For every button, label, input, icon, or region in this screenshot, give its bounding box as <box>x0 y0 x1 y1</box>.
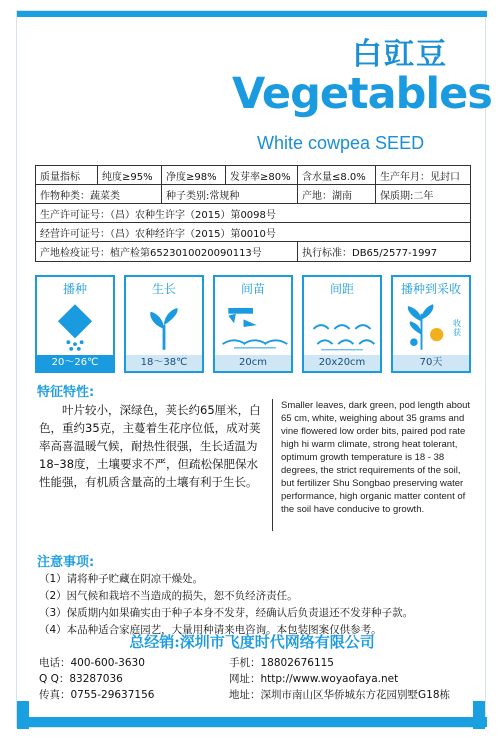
icon-footer: 20cm <box>215 355 291 371</box>
notice-item: （4）本品种适合家庭园艺，大量用种请来电咨询。本包装图案仅供参考。 <box>39 624 382 636</box>
icon-footer: 20～26℃ <box>37 355 113 371</box>
spec-row <box>36 204 470 223</box>
icon-box-growth <box>124 275 204 373</box>
spec-cell: 质量指标 <box>36 166 98 184</box>
spec-table <box>35 165 471 262</box>
qq-text: Q Q：83287036 <box>39 673 123 685</box>
spec-cell: 发芽率≥80% <box>226 166 298 184</box>
notice-item: （2）因气候和栽培不当造成的损失，恕不负经济责任。 <box>39 590 298 602</box>
seed-packet <box>16 10 492 728</box>
spec-row <box>36 223 470 242</box>
spec-cell: 含水量≤8.0% <box>298 166 376 184</box>
website-text: 网址：http://www.woyaofaya.net <box>229 673 399 685</box>
address-text: 地址：深圳市南山区华侨城东方花园别墅G18栋 <box>229 689 450 701</box>
spec-cell: 产地检疫证号：植产检第6523010020090113号 <box>36 242 298 261</box>
spec-cell: 经营许可证号：（昌）农种经许字（2015）第0010号 <box>40 228 276 240</box>
notice-title: 注意事项: <box>37 555 95 570</box>
spec-cell: 生产年月：见封口 <box>380 171 460 183</box>
title-chinese: 白豇豆 <box>352 37 448 72</box>
icon-box-harvest <box>391 275 471 373</box>
distributor-line: 总经销:深圳市飞度时代网络有限公司 <box>129 633 375 651</box>
spec-row <box>36 185 470 204</box>
mobile-text: 手机：18802676115 <box>229 657 334 669</box>
icon-label: 间距 <box>329 282 354 296</box>
spacing-icon <box>304 299 380 355</box>
icon-footer: 18～38℃ <box>126 355 202 371</box>
cultivation-icons <box>35 275 471 373</box>
icon-footer: 20x20cm <box>304 355 380 371</box>
fax-text: 传真：0755-29637156 <box>39 689 155 701</box>
spec-cell: 产地：湖南 <box>298 185 376 203</box>
sowing-icon <box>37 299 113 355</box>
icon-label: 间苗 <box>240 282 265 296</box>
title-english: Vegetables <box>232 69 492 119</box>
top-stripe <box>17 11 487 17</box>
spec-cell: 纯度≥95% <box>98 166 162 184</box>
features-title: 特征特性: <box>37 385 95 400</box>
sprout-icon <box>126 299 202 355</box>
spec-row <box>36 166 470 185</box>
spec-row <box>36 242 470 261</box>
spec-cell: 生产许可证号：（昌）农种生许字（2015）第0098号 <box>40 209 276 221</box>
icon-label: 播种 <box>62 282 87 296</box>
spec-cell: 种子类别:常规种 <box>162 185 298 203</box>
title-subtitle: White cowpea SEED <box>257 133 425 153</box>
notice-item: （3）保质期内如果确实由于种子本身不发芽，经确认后负责退还不发芽种子款。 <box>39 607 414 619</box>
icon-footer: 70天 <box>393 355 469 371</box>
icon-label: 播种到采收 <box>400 282 461 296</box>
spec-cell: 净度≥98% <box>162 166 226 184</box>
features-english: Smaller leaves, dark green, pod length about 65 cm, white, weighing about 35 grams and vine flowered low order bits, paired pod rate high hi warm climate, strong heat tolerant, optimum growth temperature is 18 - 38 degrees, the strict requirements of the soil, but fertilizer Shu Songbao preserving water performance, high organic matter content of the soil have conducive to growth. <box>272 399 472 531</box>
thinning-icon <box>215 299 291 355</box>
bottom-stripe <box>17 717 487 727</box>
icon-box-spacing <box>302 275 382 373</box>
harvest-side-label: 收获 <box>453 319 461 337</box>
icon-box-sowing <box>35 275 115 373</box>
notice-item: （1）请将种子贮藏在阴凉干燥处。 <box>39 573 204 585</box>
phone-text: 电话：400-600-3630 <box>39 657 145 669</box>
contact-info <box>39 655 479 703</box>
spec-cell: 作物种类：蔬菜类 <box>36 185 162 203</box>
spec-cell: 保质期:二年 <box>380 190 434 202</box>
icon-box-thinning <box>213 275 293 373</box>
features-chinese: 叶片较小，深绿色，荚长约65厘米，白色，重约35克，主蔓着生花序位低，成对荚率高喜温暖气候，耐热性很强，生长适温为18–38度，土壤要求不严，但疏松保肥保水性能强，有机质含量高的土壤有利于生长。 <box>39 403 261 489</box>
icon-label: 生长 <box>151 282 176 296</box>
notice-list <box>39 571 479 639</box>
spec-cell: 执行标准：DB65/2577-1997 <box>302 248 438 259</box>
